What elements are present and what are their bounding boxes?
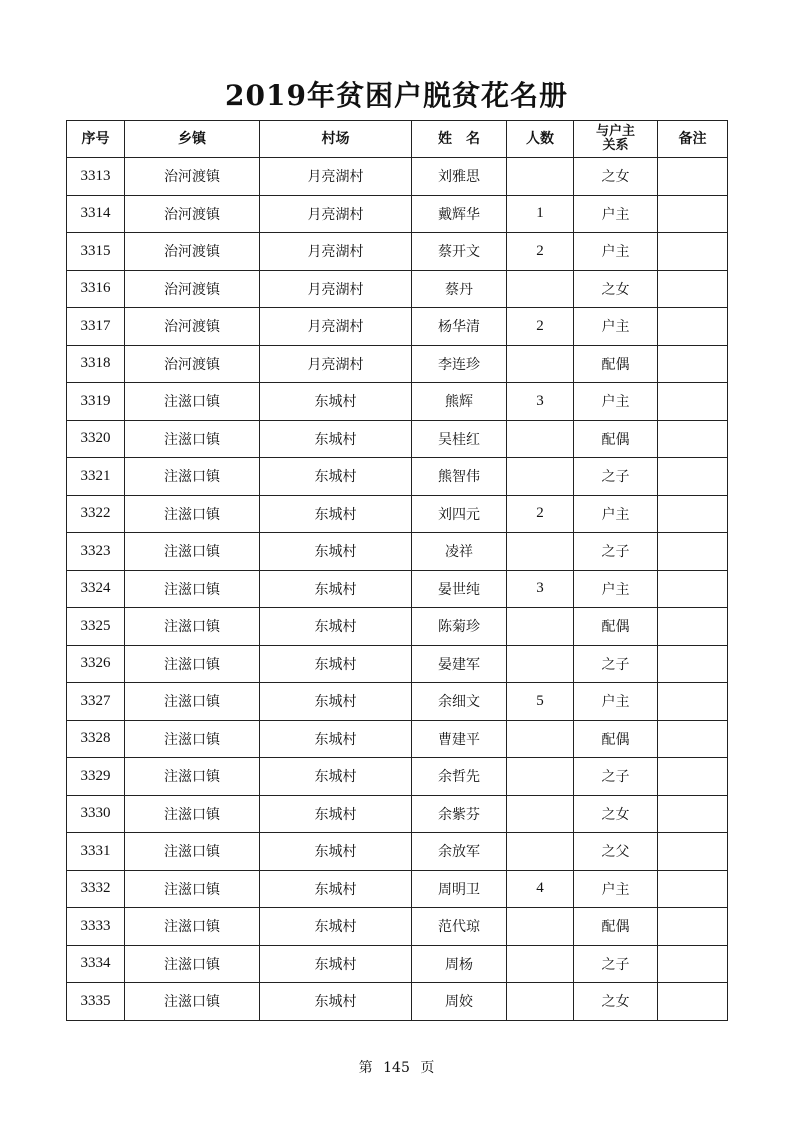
cell-seq: 3328 (67, 720, 125, 758)
table-row (67, 908, 728, 946)
cell-village: 月亮湖村 (260, 270, 412, 308)
table-body (67, 158, 728, 1021)
table-row (67, 270, 728, 308)
cell-remark (658, 683, 728, 721)
cell-remark (658, 870, 728, 908)
cell-township: 注滋口镇 (125, 458, 260, 496)
cell-count: 3 (507, 383, 574, 421)
cell-seq: 3322 (67, 495, 125, 533)
cell-township: 注滋口镇 (125, 983, 260, 1021)
cell-village: 月亮湖村 (260, 233, 412, 271)
cell-remark (658, 833, 728, 871)
cell-seq: 3315 (67, 233, 125, 271)
cell-remark (658, 495, 728, 533)
cell-remark (658, 158, 728, 196)
cell-seq: 3323 (67, 533, 125, 571)
cell-remark (658, 458, 728, 496)
cell-count (507, 945, 574, 983)
cell-relation: 户主 (574, 683, 658, 721)
cell-village: 东城村 (260, 608, 412, 646)
table-row (67, 870, 728, 908)
cell-relation: 户主 (574, 195, 658, 233)
table-row (67, 195, 728, 233)
cell-name: 曹建平 (412, 720, 507, 758)
column-header-relation (574, 121, 658, 158)
table-row (67, 345, 728, 383)
cell-township: 注滋口镇 (125, 570, 260, 608)
cell-count (507, 720, 574, 758)
page-number: 145 (383, 1060, 410, 1076)
cell-township: 注滋口镇 (125, 908, 260, 946)
cell-count (507, 533, 574, 571)
cell-remark (658, 570, 728, 608)
cell-seq: 3327 (67, 683, 125, 721)
cell-relation: 户主 (574, 870, 658, 908)
cell-remark (658, 795, 728, 833)
page-title: 2019年贫困户脱贫花名册 (225, 79, 568, 112)
cell-seq: 3316 (67, 270, 125, 308)
cell-remark (658, 383, 728, 421)
table-row (67, 458, 728, 496)
cell-name: 范代琼 (412, 908, 507, 946)
table-row (67, 495, 728, 533)
page-footer-prefix: 第 (358, 1060, 373, 1076)
cell-village: 东城村 (260, 720, 412, 758)
cell-township: 治河渡镇 (125, 195, 260, 233)
cell-seq: 3314 (67, 195, 125, 233)
table-row (67, 720, 728, 758)
column-header-name: 姓 名 (412, 121, 507, 158)
table-row (67, 233, 728, 271)
cell-name: 吴桂红 (412, 420, 507, 458)
table-row (67, 683, 728, 721)
cell-township: 注滋口镇 (125, 720, 260, 758)
cell-seq: 3333 (67, 908, 125, 946)
cell-township: 治河渡镇 (125, 158, 260, 196)
cell-village: 东城村 (260, 945, 412, 983)
cell-name: 余放军 (412, 833, 507, 871)
cell-remark (658, 758, 728, 796)
cell-seq: 3335 (67, 983, 125, 1021)
cell-village: 东城村 (260, 383, 412, 421)
cell-relation: 之子 (574, 945, 658, 983)
cell-township: 注滋口镇 (125, 608, 260, 646)
cell-township: 注滋口镇 (125, 870, 260, 908)
cell-village: 东城村 (260, 458, 412, 496)
table-row (67, 420, 728, 458)
cell-village: 东城村 (260, 683, 412, 721)
cell-remark (658, 720, 728, 758)
cell-count (507, 158, 574, 196)
cell-village: 月亮湖村 (260, 195, 412, 233)
cell-remark (658, 195, 728, 233)
cell-seq: 3334 (67, 945, 125, 983)
cell-township: 注滋口镇 (125, 683, 260, 721)
table-header-row (67, 121, 728, 158)
cell-name: 周杨 (412, 945, 507, 983)
cell-count (507, 645, 574, 683)
cell-name: 晏世纯 (412, 570, 507, 608)
cell-remark (658, 945, 728, 983)
cell-township: 注滋口镇 (125, 795, 260, 833)
cell-relation: 配偶 (574, 608, 658, 646)
cell-name: 刘雅思 (412, 158, 507, 196)
cell-remark (658, 645, 728, 683)
cell-township: 注滋口镇 (125, 383, 260, 421)
cell-relation: 配偶 (574, 420, 658, 458)
cell-relation: 配偶 (574, 720, 658, 758)
page-footer-suffix: 页 (420, 1060, 435, 1076)
column-header-relation-label: 与户主关系 (595, 124, 635, 153)
cell-remark (658, 233, 728, 271)
column-header-remark: 备注 (658, 121, 728, 158)
cell-relation: 户主 (574, 308, 658, 346)
cell-count (507, 795, 574, 833)
cell-relation: 户主 (574, 233, 658, 271)
cell-seq: 3331 (67, 833, 125, 871)
cell-count: 2 (507, 495, 574, 533)
cell-name: 凌祥 (412, 533, 507, 571)
table-row (67, 945, 728, 983)
cell-village: 东城村 (260, 833, 412, 871)
table-row (67, 533, 728, 571)
table-row (67, 158, 728, 196)
cell-name: 刘四元 (412, 495, 507, 533)
cell-name: 熊辉 (412, 383, 507, 421)
table-row (67, 833, 728, 871)
cell-seq: 3325 (67, 608, 125, 646)
cell-relation: 之父 (574, 833, 658, 871)
cell-seq: 3329 (67, 758, 125, 796)
cell-count: 5 (507, 683, 574, 721)
cell-count: 1 (507, 195, 574, 233)
cell-township: 注滋口镇 (125, 533, 260, 571)
roster-table (66, 120, 728, 1021)
cell-remark (658, 983, 728, 1021)
cell-remark (658, 270, 728, 308)
cell-township: 注滋口镇 (125, 420, 260, 458)
cell-village: 东城村 (260, 758, 412, 796)
cell-remark (658, 608, 728, 646)
cell-name: 周明卫 (412, 870, 507, 908)
cell-remark (658, 908, 728, 946)
cell-relation: 配偶 (574, 908, 658, 946)
cell-count (507, 983, 574, 1021)
cell-name: 戴辉华 (412, 195, 507, 233)
cell-count (507, 458, 574, 496)
cell-count (507, 270, 574, 308)
cell-relation: 之女 (574, 270, 658, 308)
cell-name: 陈菊珍 (412, 608, 507, 646)
cell-township: 治河渡镇 (125, 233, 260, 271)
cell-name: 蔡丹 (412, 270, 507, 308)
cell-village: 东城村 (260, 420, 412, 458)
cell-count: 3 (507, 570, 574, 608)
column-header-village: 村场 (260, 121, 412, 158)
cell-name: 蔡开文 (412, 233, 507, 271)
table-row (67, 758, 728, 796)
cell-relation: 之女 (574, 795, 658, 833)
cell-name: 晏建军 (412, 645, 507, 683)
cell-village: 东城村 (260, 795, 412, 833)
cell-township: 注滋口镇 (125, 945, 260, 983)
cell-village: 月亮湖村 (260, 308, 412, 346)
cell-relation: 之子 (574, 533, 658, 571)
cell-relation: 配偶 (574, 345, 658, 383)
cell-count (507, 345, 574, 383)
cell-township: 治河渡镇 (125, 270, 260, 308)
table-row (67, 608, 728, 646)
table-row (67, 795, 728, 833)
cell-village: 东城村 (260, 495, 412, 533)
table-row (67, 983, 728, 1021)
cell-seq: 3318 (67, 345, 125, 383)
cell-seq: 3319 (67, 383, 125, 421)
column-header-seq: 序号 (67, 121, 125, 158)
cell-remark (658, 533, 728, 571)
cell-township: 治河渡镇 (125, 308, 260, 346)
cell-name: 余哲先 (412, 758, 507, 796)
cell-relation: 户主 (574, 570, 658, 608)
cell-relation: 之子 (574, 645, 658, 683)
cell-seq: 3332 (67, 870, 125, 908)
cell-remark (658, 308, 728, 346)
cell-seq: 3324 (67, 570, 125, 608)
cell-name: 李连珍 (412, 345, 507, 383)
cell-relation: 之女 (574, 158, 658, 196)
cell-relation: 之子 (574, 458, 658, 496)
cell-village: 东城村 (260, 870, 412, 908)
cell-relation: 户主 (574, 383, 658, 421)
cell-village: 月亮湖村 (260, 345, 412, 383)
cell-remark (658, 420, 728, 458)
table-row (67, 570, 728, 608)
cell-village: 东城村 (260, 533, 412, 571)
cell-relation: 户主 (574, 495, 658, 533)
cell-count: 2 (507, 233, 574, 271)
table-row (67, 308, 728, 346)
page-footer (0, 1057, 793, 1077)
cell-seq: 3326 (67, 645, 125, 683)
cell-name: 杨华清 (412, 308, 507, 346)
cell-seq: 3317 (67, 308, 125, 346)
cell-count (507, 908, 574, 946)
cell-relation: 之子 (574, 758, 658, 796)
cell-village: 东城村 (260, 983, 412, 1021)
column-header-count: 人数 (507, 121, 574, 158)
cell-village: 月亮湖村 (260, 158, 412, 196)
cell-township: 治河渡镇 (125, 345, 260, 383)
cell-seq: 3313 (67, 158, 125, 196)
cell-seq: 3320 (67, 420, 125, 458)
cell-village: 东城村 (260, 645, 412, 683)
cell-count (507, 420, 574, 458)
cell-count (507, 608, 574, 646)
cell-remark (658, 345, 728, 383)
cell-name: 余细文 (412, 683, 507, 721)
cell-township: 注滋口镇 (125, 833, 260, 871)
column-header-township: 乡镇 (125, 121, 260, 158)
cell-name: 周姣 (412, 983, 507, 1021)
cell-name: 熊智伟 (412, 458, 507, 496)
cell-seq: 3321 (67, 458, 125, 496)
cell-relation: 之女 (574, 983, 658, 1021)
cell-count (507, 833, 574, 871)
cell-village: 东城村 (260, 908, 412, 946)
cell-township: 注滋口镇 (125, 495, 260, 533)
cell-count: 2 (507, 308, 574, 346)
cell-count (507, 758, 574, 796)
table-row (67, 645, 728, 683)
cell-seq: 3330 (67, 795, 125, 833)
cell-count: 4 (507, 870, 574, 908)
table-row (67, 383, 728, 421)
cell-name: 余紫芬 (412, 795, 507, 833)
cell-township: 注滋口镇 (125, 645, 260, 683)
cell-township: 注滋口镇 (125, 758, 260, 796)
cell-village: 东城村 (260, 570, 412, 608)
